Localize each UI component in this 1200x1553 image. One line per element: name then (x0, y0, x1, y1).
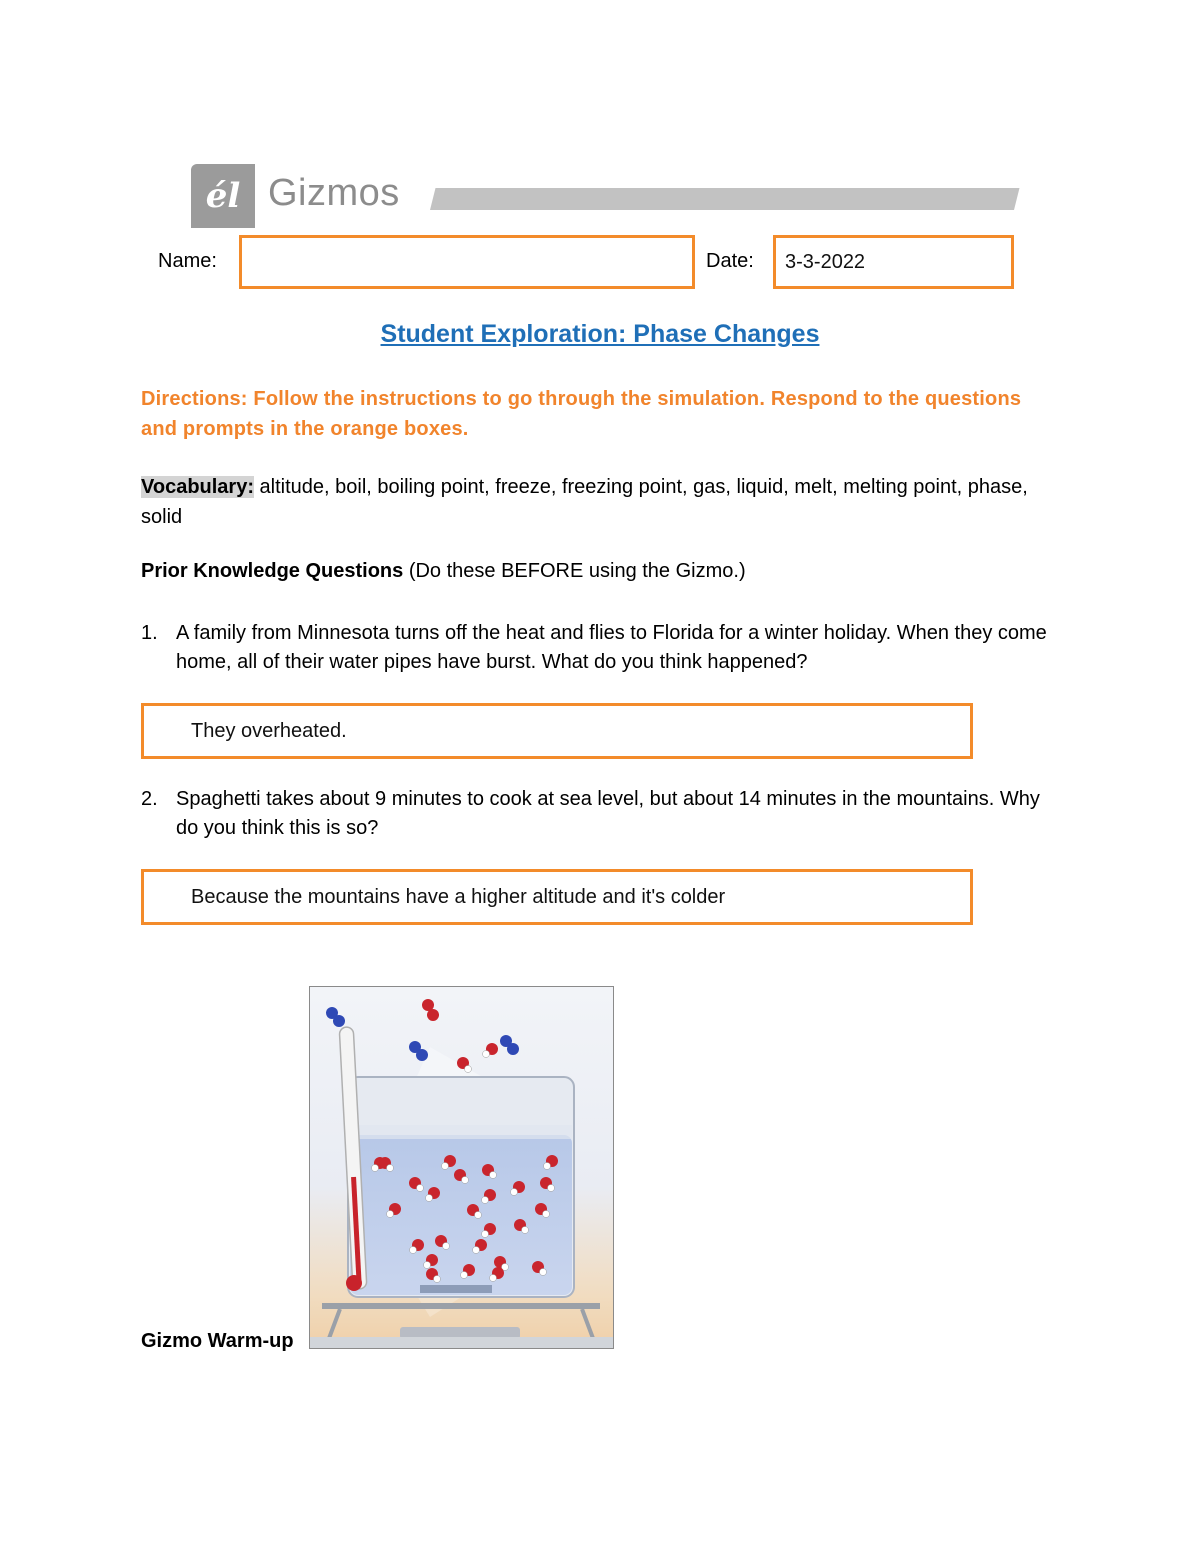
hydrogen-atom (410, 1247, 417, 1254)
question-text: A family from Minnesota turns off the heat and flies to Florida for a winter holiday. When they come home, all of their water pipes have burst. What do you think happened? (176, 622, 1047, 673)
hydrogen-atom (473, 1247, 480, 1254)
question-text: Spaghetti takes about 9 minutes to cook at sea level, but about 14 minutes in the mountains. Why do you think this is so? (176, 788, 1040, 839)
hydrogen-atom (424, 1262, 431, 1269)
name-field[interactable] (239, 235, 695, 289)
hydrogen-atom (426, 1195, 433, 1202)
answer-text: They overheated. (191, 720, 347, 742)
answer-box[interactable] (141, 869, 973, 925)
el-logo-icon: él (205, 176, 241, 216)
prior-knowledge-heading (141, 560, 746, 583)
warmup-heading: Gizmo Warm-up (141, 1330, 294, 1352)
vocabulary-terms: altitude, boil, boiling point, freeze, freezing point, gas, liquid, melt, melting point, phase, solid (141, 476, 1028, 528)
simulation-image (309, 986, 614, 1349)
prior-knowledge-label: Prior Knowledge Questions (141, 560, 404, 582)
hydrogen-atom (543, 1211, 550, 1218)
date-field[interactable] (773, 235, 1014, 289)
date-label: Date: (706, 250, 754, 272)
page-title: Student Exploration: Phase Changes (380, 320, 820, 348)
hydrogen-atom (387, 1211, 394, 1218)
vocabulary-label: Vocabulary: (141, 476, 254, 498)
hydrogen-atom (544, 1163, 551, 1170)
hydrogen-atom (417, 1185, 424, 1192)
hydrogen-atom (387, 1165, 394, 1172)
answer-text: Because the mountains have a higher altitude and it's colder (191, 886, 726, 908)
question-number: 1. (141, 622, 158, 644)
beaker-illustration (310, 987, 614, 1349)
brand-name: Gizmos (268, 172, 400, 214)
hydrogen-atom (540, 1269, 547, 1276)
date-value: 3-3-2022 (785, 251, 866, 273)
question-number: 2. (141, 788, 158, 810)
hydrogen-atom (482, 1197, 489, 1204)
name-label: Name: (158, 250, 217, 272)
hydrogen-atom (434, 1276, 441, 1283)
hydrogen-atom (443, 1243, 450, 1250)
hydrogen-atom (372, 1165, 379, 1172)
hydrogen-atom (461, 1272, 468, 1279)
hydrogen-atom (475, 1212, 482, 1219)
hydrogen-atom (462, 1177, 469, 1184)
hydrogen-atom (511, 1189, 518, 1196)
hydrogen-atom (482, 1231, 489, 1238)
hydrogen-atom (548, 1185, 555, 1192)
header-bar (430, 188, 1019, 210)
hydrogen-atom (490, 1275, 497, 1282)
vocabulary-paragraph (141, 472, 1061, 532)
hydrogen-atom (522, 1227, 529, 1234)
prior-knowledge-note: (Do these BEFORE using the Gizmo.) (403, 560, 746, 582)
hydrogen-atom (442, 1163, 449, 1170)
hydrogen-atom (490, 1172, 497, 1179)
directions-text: Directions: Follow the instructions to go through the simulation. Respond to the questions and prompts in the orange boxes. (141, 388, 1022, 440)
answer-box[interactable] (141, 703, 973, 759)
